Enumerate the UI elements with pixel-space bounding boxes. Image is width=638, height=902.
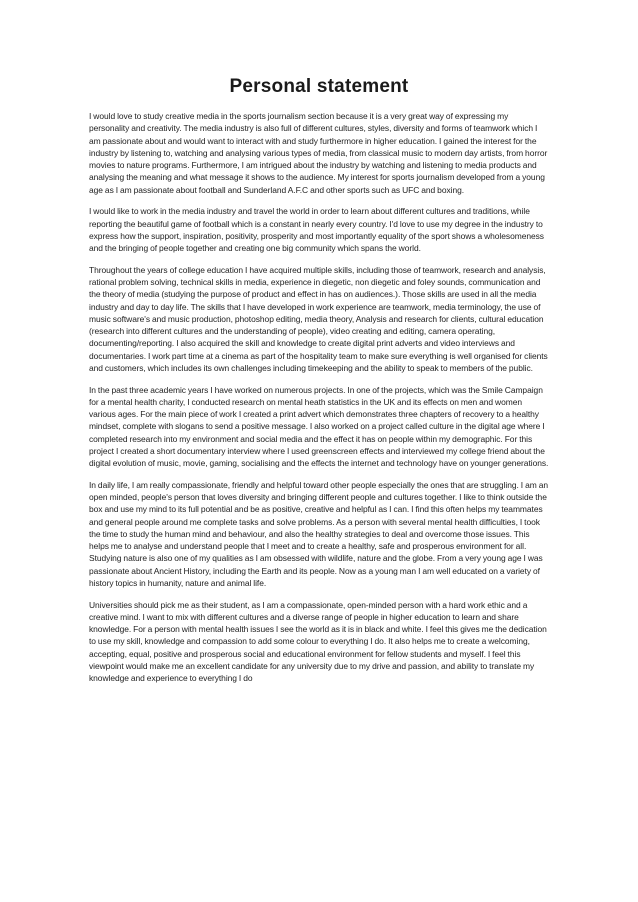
paragraph-motivation: I would love to study creative media in the sports journalism section because it is a very great way of expressing my personality and creativity. The media industry is also full of different cultures, styles, diversity and forms of teamwork which I am passionate about and would want to interact with and study furthermore in higher education. I gained the interest for the industry by listening to, watching and analysing various types of media, from classical music to modern day artists, from horror movies to nature programs. Furthermore, I am intrigued about the industry by watching and listening to media products and analysing the meaning and what message it shows to the audience. My interest for sports journalism developed from a young age as I am passionate about football and Sunderland A.F.C and other sports such as UFC and boxing.: [89, 111, 548, 195]
paragraph-career-goals: I would like to work in the media industry and travel the world in order to learn about different cultures and traditions, while reporting the beautiful game of football which is a constant in nearly every country. I'd love to use my degree in the industry to express how the support, inspiration, positivity, prosperity and most importantly equality of the sport shows a wholesomeness and the bringing of people together and creating one big community which spans the world.: [89, 206, 544, 253]
paragraph-personal-qualities: In daily life, I am really compassionate, friendly and helpful toward other people especially the ones that are struggling. I am an open minded, people's person that loves diversity and bringing different people and cultures together. I like to think outside the box and use my mind to its full potential and be as positive, creative and helpful as I can. I find this often helps my teammates and general people around me complete tasks and solve problems. As a person with several mental health difficulties, I took the time to study the human mind and behaviour, and also the healthy strategies to deal and overcome those issues. This helps me to analyse and understand people that I meet and to create a healthy, safe and prosperous environment for all. Studying nature is also one of my qualities as I am obsessed with wildlife, nature and the globe. From a very young age I was passionate about Ancient History, including the Earth and its people. Now as a young man I am well educated on a variety of history topics in humanity, nature and animal life.: [89, 479, 548, 588]
paragraph-projects: In the past three academic years I have worked on numerous projects. In one of the projects, which was the Smile Campaign for a mental health charity, I conducted research on mental heath statistics in the UK and its effects on men and women various ages. For the main piece of work I created a print advert which demonstrates three chapters of recovery to a healthy mindset, complete with slogans to send a positive message. I also worked on a project called culture in the digital age where I completed research into my environment and social media and the effect it has on people within my demographic. For this project I created a short documentary interview where I used greenscreen effects and interviewed my college friend about the digital evolution of music, movie, gaming, socialising and the effects the internet and technology have on younger generations.: [89, 384, 549, 468]
paragraph-skills: Throughout the years of college education I have acquired multiple skills, including those of teamwork, research and analysis, rational problem solving, technical skills in media, experience in diegetic, non diegetic and foley sounds, communication and the theory of media (studying the purpose of product and effect in has on audiences.). Those skills are used in all the media industry and day to day life. The skills that I have developed in work experience are teamwork, media terminology, the use of music software's and music production, photoshop editing, media theory, Analysis and research for clients, cultural education (research into different cultures and the understanding of people), video creating and editing, camera operating, documenting/reporting. I also acquired the skill and knowledge to create digital print adverts and video interviews and documentaries. I work part time at a cinema as part of the hospitality team to make sure everything is well organised for clients and customers, which includes its own challenges including timekeeping and the ability to speak to members of the public.: [89, 264, 548, 373]
paragraph-conclusion: Universities should pick me as their student, as I am a compassionate, open-minded person with a hard work ethic and a creative mind. I want to mix with different cultures and a diverse range of people in higher education to learn and share knowledge. For a person with mental health issues I see the world as it is in black and white. I feel this gives me the dedication to use my skill, knowledge and compassion to add some colour to everything I do. It also helps me to create a welcoming, accepting, equal, positive and prosperous social and educational environment for fellow students and myself. I feel this viewpoint would make me an excellent candidate for any university due to my drive and passion, and ability to translate my knowledge and experience to everything I do: [89, 599, 547, 683]
document-title: Personal statement: [229, 76, 409, 97]
